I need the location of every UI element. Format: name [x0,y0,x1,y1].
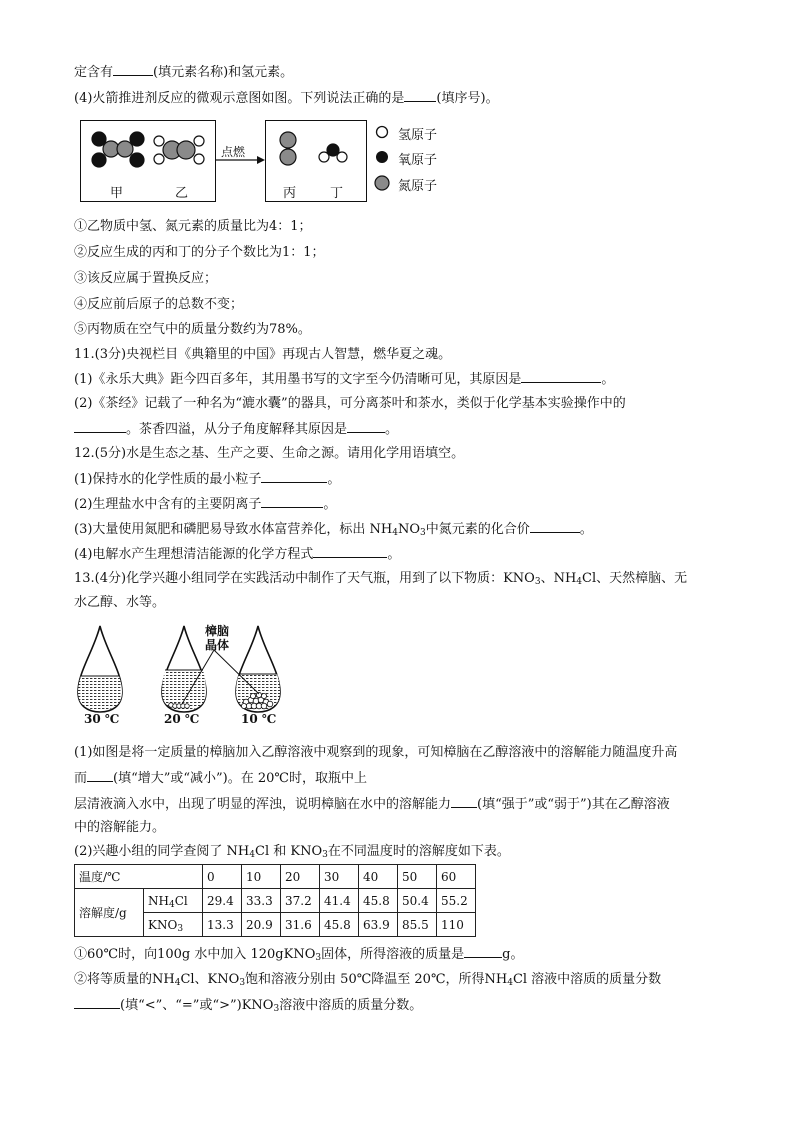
text: Cl 溶液中溶质的质量分数 [512,972,662,987]
temp-cell: 50 [398,865,437,889]
legend-nitrogen: 氮原子 [398,179,438,194]
text: (2)生理盐水中含有的主要阴离子 [74,497,262,512]
label-yi: 乙 [175,186,189,201]
option-5: ⑤丙物质在空气中的质量分数约为78%。 [74,322,311,337]
question-12-4 [74,545,400,563]
temp-10c: 10 ℃ [241,712,277,726]
row-label: 溶解度/g [75,889,144,937]
text: (填“<”、“=”或“>”)KNO [120,998,274,1013]
question-11: 11.(3分)央视栏目《典籍里的中国》再现古人智慧，燃华夏之魂。 [74,347,452,362]
text: (填元素名称)和氢元素。 [153,65,294,80]
text: 定含有 [74,65,114,80]
answer-blank[interactable] [404,89,436,102]
answer-blank[interactable] [530,520,580,533]
header-label: 温度/℃ [75,865,203,889]
question-11-2: (2)《茶经》记载了一种名为“漉水囊”的器具，可分离茶叶和茶水，类似于化学基本实验操作中的 [74,396,626,411]
temp-cell: 0 [203,865,242,889]
question-12-2 [74,495,336,513]
text: (填“强于”或“弱于”)其在乙醇溶液 [477,797,670,812]
substance-cell [144,889,203,913]
text: 而 [74,771,88,786]
subscript: 4 [507,978,513,988]
text: 。 [579,522,593,537]
legend-oxygen: 氧原子 [398,153,438,168]
subscript: 4 [392,528,398,538]
molecule-bing [280,132,296,165]
text: 13.(4分)化学兴趣小组同学在实践活动中制作了天气瓶，用到了以下物质：KNO [74,571,535,586]
text: ②将等质量的NH [74,972,175,987]
value-cell: 37.2 [281,889,320,913]
answer-blank[interactable] [74,420,126,433]
question-13-1-cont3: 中的溶解能力。 [74,820,166,835]
subscript: 3 [273,1004,280,1014]
option-2: ②反应生成的丙和丁的分子个数比为1：1； [74,245,325,260]
temp-20c: 20 ℃ [164,712,200,726]
answer-blank[interactable] [464,945,502,958]
table-row [75,889,476,913]
text: 层清液滴入水中，出现了明显的浑浊，说明樟脑在水中的溶解能力 [74,797,452,812]
temp-cell: 20 [281,865,320,889]
value-cell: 20.9 [242,913,281,937]
arrow-label: 点燃 [221,145,246,159]
question-12-1 [74,470,340,488]
answer-blank[interactable] [261,470,327,483]
text: 固体，所得溶液的质量是 [321,947,465,962]
subscript: 4 [576,577,583,587]
answer-blank[interactable] [521,370,601,383]
answer-blank[interactable] [347,420,385,433]
text: 。 [387,547,401,562]
subscript: 3 [322,850,328,860]
text: g。 [502,947,524,962]
subscript: 4 [174,978,181,988]
text: ①60℃时，向100g 水中加入 120gKNO [74,947,316,962]
option-4: ④反应前后原子的总数不变； [74,297,244,312]
value-cell: 45.8 [320,913,359,937]
molecule-jia [92,132,144,167]
answer-blank[interactable] [113,63,153,76]
text: (4)电解水产生理想清洁能源的化学方程式 [74,547,314,562]
subscript: 3 [177,923,184,934]
legend-swatches [372,122,392,194]
subscript: 3 [534,577,541,587]
value-cell: 31.6 [281,913,320,937]
question-4 [74,89,499,107]
value-cell: 55.2 [437,889,476,913]
text: (填“增大”或“减小”)。在 20℃时，取瓶中上 [113,771,367,786]
crystal-label-line-2: 晶体 [205,638,230,652]
text: Cl、天然樟脑、无 [582,571,688,586]
answer-blank[interactable] [87,769,113,782]
molecule-yi [154,136,204,164]
value-cell: 110 [437,913,476,937]
temp-cell: 40 [359,865,398,889]
text: Cl 和 KNO [255,844,323,859]
value-cell: 85.5 [398,913,437,937]
question-13 [74,570,687,587]
text: (4)火箭推进剂反应的微观示意图如图。下列说法正确的是 [74,91,405,106]
question-13-cont: 水乙醇、水等。 [74,595,166,610]
solubility-table [74,864,476,937]
subscript: 3 [315,953,322,963]
flask-10c [236,626,280,712]
subscript: 3 [239,978,246,988]
value-cell: 50.4 [398,889,437,913]
text: 、NH [540,571,577,586]
question-13-2-i [74,945,523,963]
question-12: 12.(5分)水是生态之基、生产之要、生命之源。请用化学用语填空。 [74,446,465,461]
value-cell: 45.8 [359,889,398,913]
answer-blank[interactable] [74,996,120,1009]
temp-cell: 10 [242,865,281,889]
molecule-ding [319,144,347,162]
text: (1)《永乐大典》距今四百多年，其用墨书写的文字至今仍清晰可见，其原因是 [74,372,522,387]
crystal-label-line-1: 樟脑 [205,624,230,638]
text: KNO [148,917,178,932]
text: 中氮元素的化合价 [425,522,530,537]
value-cell: 13.3 [203,913,242,937]
flask-30c [78,626,122,712]
text: Cl、KNO [180,972,240,987]
label-jia: 甲 [110,186,124,201]
question-13-2-ii-cont [74,996,422,1014]
question-13-2-ii [74,971,661,988]
text: 。 [385,422,399,437]
value-cell: 29.4 [203,889,242,913]
text: 。 [601,372,615,387]
text: NH [148,893,169,908]
answer-blank[interactable] [261,495,323,508]
subscript: 4 [168,899,175,910]
text: 。茶香四溢，从分子角度解释其原因是 [126,422,348,437]
temp-cell: 60 [437,865,476,889]
question-13-1: (1)如图是将一定质量的樟脑加入乙醇溶液中观察到的现象，可知樟脑在乙醇溶液中的溶解能力随温度升高 [74,745,678,760]
text: 。 [323,497,337,512]
text: (3)大量使用氮肥和磷肥易导致水体富营养化，标出 NH [74,522,393,537]
question-13-1-cont [74,769,367,787]
text: 。 [327,472,341,487]
legend-hydrogen: 氢原子 [398,128,438,143]
substance-cell [144,913,203,937]
flask-20c [162,626,206,712]
text: NO [398,522,421,537]
label-bing: 丙 [283,186,297,201]
text: 溶液中溶质的质量分数。 [279,998,423,1013]
text: (1)保持水的化学性质的最小粒子 [74,472,262,487]
option-3: ③该反应属于置换反应； [74,271,218,286]
answer-blank[interactable] [313,545,387,558]
question-13-1-cont2 [74,795,670,813]
value-cell: 41.4 [320,889,359,913]
question-11-2-cont [74,420,398,438]
line-1 [74,63,293,81]
subscript: 3 [420,528,426,538]
value-cell: 63.9 [359,913,398,937]
option-1: ①乙物质中氢、氮元素的质量比为4：1； [74,219,312,234]
text: 在不同温度时的溶解度如下表。 [327,844,510,859]
answer-blank[interactable] [451,795,477,808]
subscript: 4 [249,850,255,860]
question-13-2 [74,843,510,860]
temp-30c: 30 ℃ [84,712,120,726]
value-cell: 33.3 [242,889,281,913]
text: Cl [174,893,188,908]
text: (填序号)。 [436,91,499,106]
question-11-1 [74,370,614,388]
text: 饱和溶液分别由 50℃降温至 20℃，所得NH [245,972,508,987]
table-header-row [75,865,476,889]
question-12-3 [74,520,593,538]
label-ding: 丁 [330,186,344,201]
text: (2)兴趣小组的同学查阅了 NH [74,844,250,859]
temp-cell: 30 [320,865,359,889]
crystal-label [205,624,229,652]
